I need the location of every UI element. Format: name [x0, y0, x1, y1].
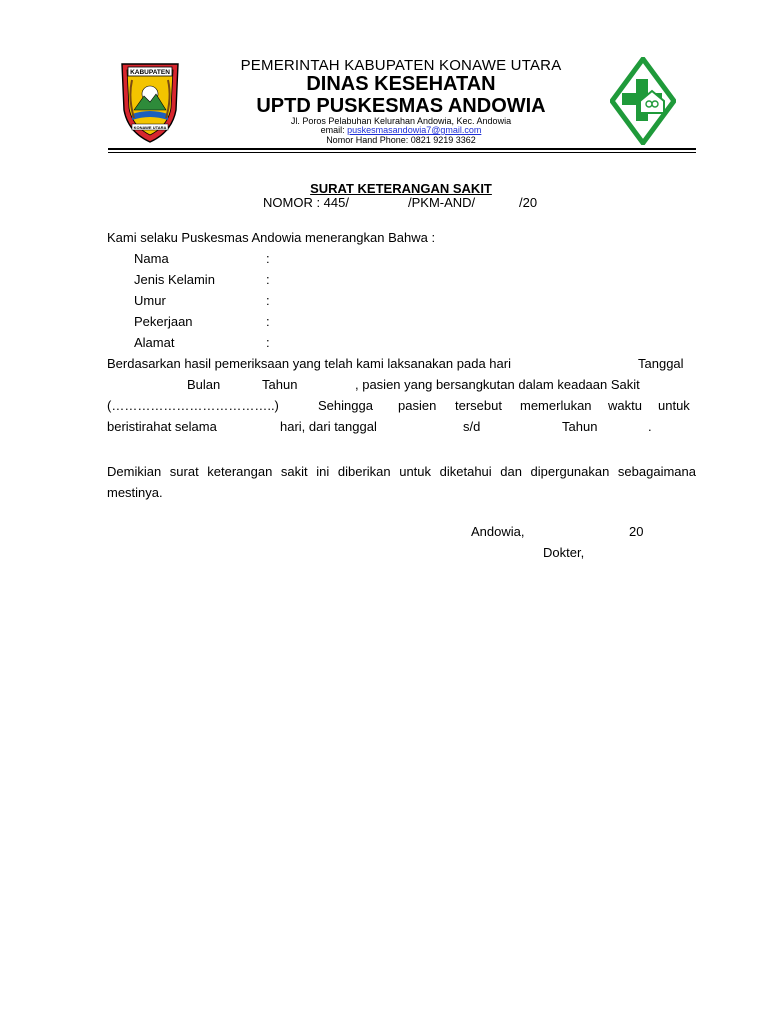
- field-colon: :: [266, 251, 270, 266]
- body-text: pasien: [398, 398, 437, 413]
- header-email-line: [0, 125, 768, 135]
- field-colon: :: [266, 335, 270, 350]
- intro-text: Kami selaku Puskesmas Andowia menerangkan Bahwa :: [107, 230, 436, 245]
- svg-text:KONAWE UTARA: KONAWE UTARA: [133, 125, 167, 130]
- body-line-4: [107, 419, 696, 440]
- signature-place: Andowia,: [471, 524, 525, 539]
- svg-text:KABUPATEN: KABUPATEN: [130, 69, 170, 76]
- body-line-3: [107, 398, 696, 419]
- field-colon: :: [266, 272, 270, 287]
- letterhead-divider: [108, 148, 696, 150]
- field-label-jenis-kelamin: Jenis Kelamin: [134, 272, 215, 287]
- body-line-2: [107, 377, 696, 398]
- body-text: (………………………………..): [107, 398, 279, 413]
- signatory-title: Dokter,: [543, 545, 585, 560]
- field-colon: :: [266, 293, 270, 308]
- body-text: Berdasarkan hasil pemeriksaan yang telah kami laksanakan pada hari: [107, 356, 511, 371]
- body-text: hari, dari tanggal: [280, 419, 377, 434]
- body-text: .: [648, 419, 652, 434]
- header-phone: Nomor Hand Phone: 0821 9219 3362: [326, 135, 476, 145]
- body-text: s/d: [463, 419, 481, 434]
- body-text: tersebut: [455, 398, 502, 413]
- field-label-nama: Nama: [134, 251, 169, 266]
- number-suffix: /20: [519, 195, 538, 210]
- header-address: Jl. Poros Pelabuhan Kelurahan Andowia, Kec. Andowia: [290, 116, 512, 126]
- body-text: memerlukan: [520, 398, 592, 413]
- number-mid: /PKM-AND/: [408, 195, 476, 210]
- body-text: Tahun: [562, 419, 598, 434]
- body-text: waktu: [608, 398, 642, 413]
- body-text: beristirahat selama: [107, 419, 217, 434]
- field-label-umur: Umur: [134, 293, 166, 308]
- body-text: Tahun: [262, 377, 298, 392]
- body-text: Tanggal: [638, 356, 684, 371]
- letter-title: SURAT KETERANGAN SAKIT: [310, 181, 492, 196]
- field-colon: :: [266, 314, 270, 329]
- body-text: , pasien yang bersangkutan dalam keadaan Sakit: [355, 377, 640, 392]
- body-text: untuk: [658, 398, 690, 413]
- signature-year: 20: [629, 524, 644, 539]
- number-prefix: NOMOR : 445/: [263, 195, 349, 210]
- closing-paragraph: Demikian surat keterangan sakit ini diberikan untuk diketahui dan dipergunakan sebagaimana mestinya.: [107, 464, 696, 500]
- header-department: DINAS KESEHATAN: [306, 73, 496, 95]
- body-text: Bulan: [187, 377, 221, 392]
- email-link[interactable]: puskesmasandowia7@gmail.com: [347, 125, 482, 135]
- email-label: email:: [320, 125, 345, 135]
- letterhead-divider-thin: [108, 152, 696, 153]
- body-line-1: [107, 356, 696, 377]
- field-label-pekerjaan: Pekerjaan: [134, 314, 193, 329]
- header-government: PEMERINTAH KABUPATEN KONAWE UTARA: [240, 57, 562, 74]
- field-label-alamat: Alamat: [134, 335, 175, 350]
- header-unit: UPTD PUSKESMAS ANDOWIA: [256, 95, 546, 117]
- body-text: Sehingga: [318, 398, 373, 413]
